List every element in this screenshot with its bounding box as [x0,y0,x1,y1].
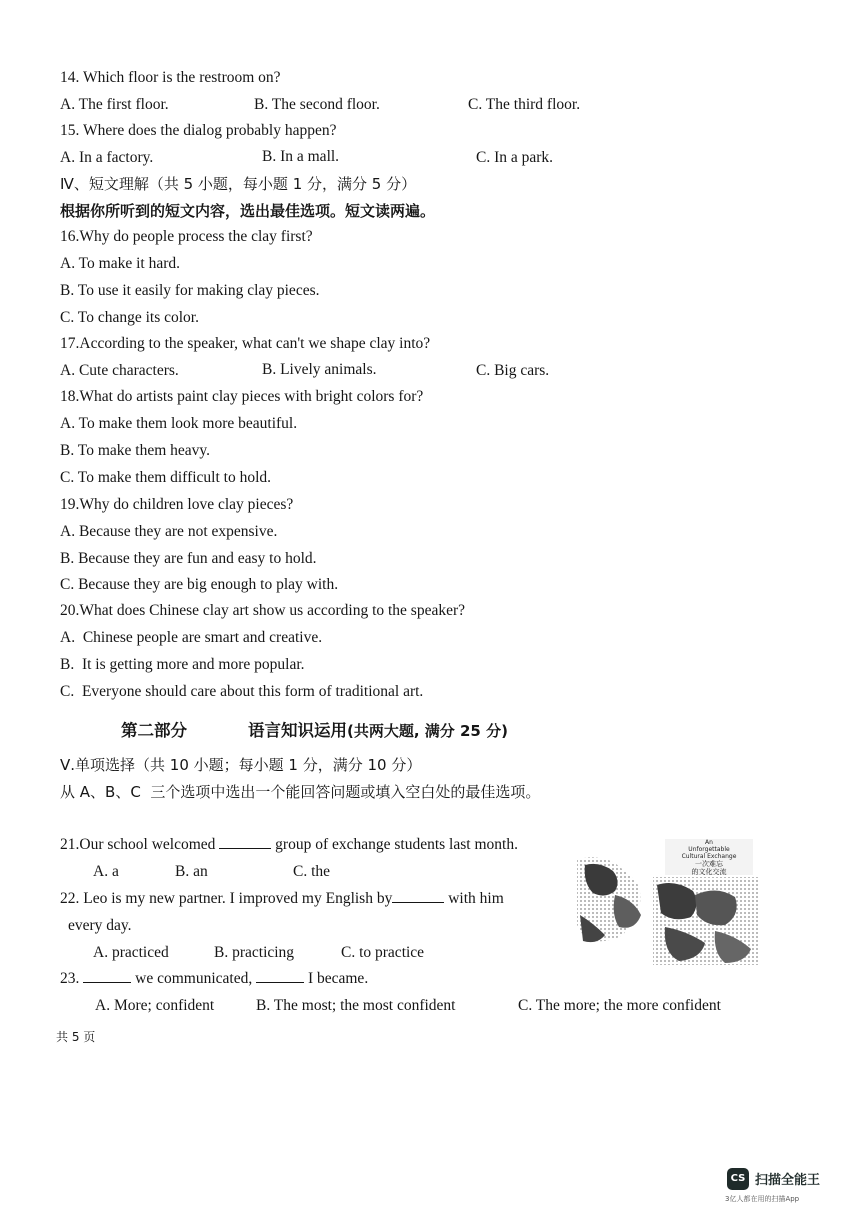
watermark-subtitle: 3亿人都在用的扫描App [725,1195,800,1203]
q22-option-b: B. practicing [214,944,295,961]
section-4-instruction: 根据你所听到的短文内容，选出最佳选项。短文读两遍。 [60,202,436,220]
exchange-photo [575,835,758,965]
camscanner-logo-icon: CS [727,1168,749,1190]
q18-option-b: B. To make them heavy. [60,442,211,459]
question-20: 20.What does Chinese clay art show us according to the speaker? [60,602,466,619]
watermark-name: 扫描全能王 [755,1173,821,1188]
q17-option-c: C. Big cars. [476,362,550,379]
q17-option-a: A. Cute characters. [60,362,179,379]
q17-option-b: B. Lively animals. [262,361,377,378]
q22-option-c: C. to practice [341,944,425,961]
q19-option-a: A. Because they are not expensive. [60,523,278,540]
q14-option-c: C. The third floor. [468,96,581,113]
part-2-title [248,717,508,741]
q18-option-c: C. To make them difficult to hold. [60,469,272,486]
q19-option-b: B. Because they are fun and easy to hold. [60,550,317,567]
q22-text-after: with him [448,890,504,907]
scanner-watermark [725,1166,845,1210]
page-count: 共 5 页 [56,1030,96,1044]
photo-caption-en-3: Cultural Exchange [681,853,737,860]
question-16: 16.Why do people process the clay first? [60,228,313,245]
q15-option-b: B. In a mall. [262,148,340,165]
question-17: 17.According to the speaker, what can't we shape clay into? [60,335,431,352]
q23-number: 23. [60,970,80,987]
section-5-instruction: 从 A、B、C 三个选项中选出一个能回答问题或填入空白处的最佳选项。 [60,783,541,801]
part-2-note: (共两大题, 满分 25 分) [347,722,508,740]
q22-option-a: A. practiced [93,944,169,961]
question-19: 19.Why do children love clay pieces? [60,496,294,513]
question-15: 15. Where does the dialog probably happen? [60,122,337,139]
q23-blank-2 [256,982,304,983]
q23-text-middle: we communicated, [135,970,253,987]
q14-option-b: B. The second floor. [254,96,380,113]
q16-option-c: C. To change its color. [60,309,199,326]
q14-option-a: A. The first floor. [60,96,169,113]
q22-continuation: every day. [68,917,132,934]
q16-option-a: A. To make it hard. [60,255,181,272]
q21-option-c: C. the [293,863,331,880]
q22-blank [392,902,444,903]
q21-text-before: 21.Our school welcomed [60,836,216,853]
q20-option-c: C. Everyone should care about this form of traditional art. [60,683,424,700]
q20-option-b: B. It is getting more and more popular. [60,656,305,673]
q20-option-a: A. Chinese people are smart and creative. [60,629,323,646]
photo-caption-cn-2: 的文化交流 [691,868,727,876]
q15-option-a: A. In a factory. [60,149,154,166]
q21-option-a: A. a [93,863,119,880]
section-5-title: Ⅴ.单项选择（共 10 小题；每小题 1 分，满分 10 分） [60,756,422,774]
q23-text-after: I became. [307,970,369,987]
q21-option-b: B. an [175,863,208,880]
photo-caption-en-1: An [705,839,713,846]
part-2-title-text: 语言知识运用 [248,721,347,740]
q15-option-c: C. In a park. [476,149,554,166]
photo-caption-cn-1: 一次难忘 [695,860,723,868]
q16-option-b: B. To use it easily for making clay pieces. [60,282,320,299]
q21-blank [219,848,271,849]
q23-blank-1 [83,982,131,983]
part-2-label: 第二部分 [121,721,187,740]
q19-option-c: C. Because they are big enough to play with. [60,576,339,593]
q23-option-c: C. The more; the more confident [518,997,721,1014]
q21-text-after: group of exchange students last month. [275,836,518,853]
q18-option-a: A. To make them look more beautiful. [60,415,298,432]
question-22 [60,889,504,909]
q23-option-a: A. More; confident [95,997,215,1014]
question-23 [60,969,368,989]
photo-caption-en-2: Unforgettable [688,846,730,853]
question-21 [60,835,518,855]
question-14: 14. Which floor is the restroom on? [60,69,281,86]
q23-option-b: B. The most; the most confident [256,997,456,1014]
q22-text-before: 22. Leo is my new partner. I improved my English by [60,890,393,907]
question-18: 18.What do artists paint clay pieces with bright colors for? [60,388,424,405]
exchange-photo-graphic [575,835,758,965]
section-4-title: Ⅳ、短文理解（共 5 小题，每小题 1 分，满分 5 分） [60,175,417,193]
